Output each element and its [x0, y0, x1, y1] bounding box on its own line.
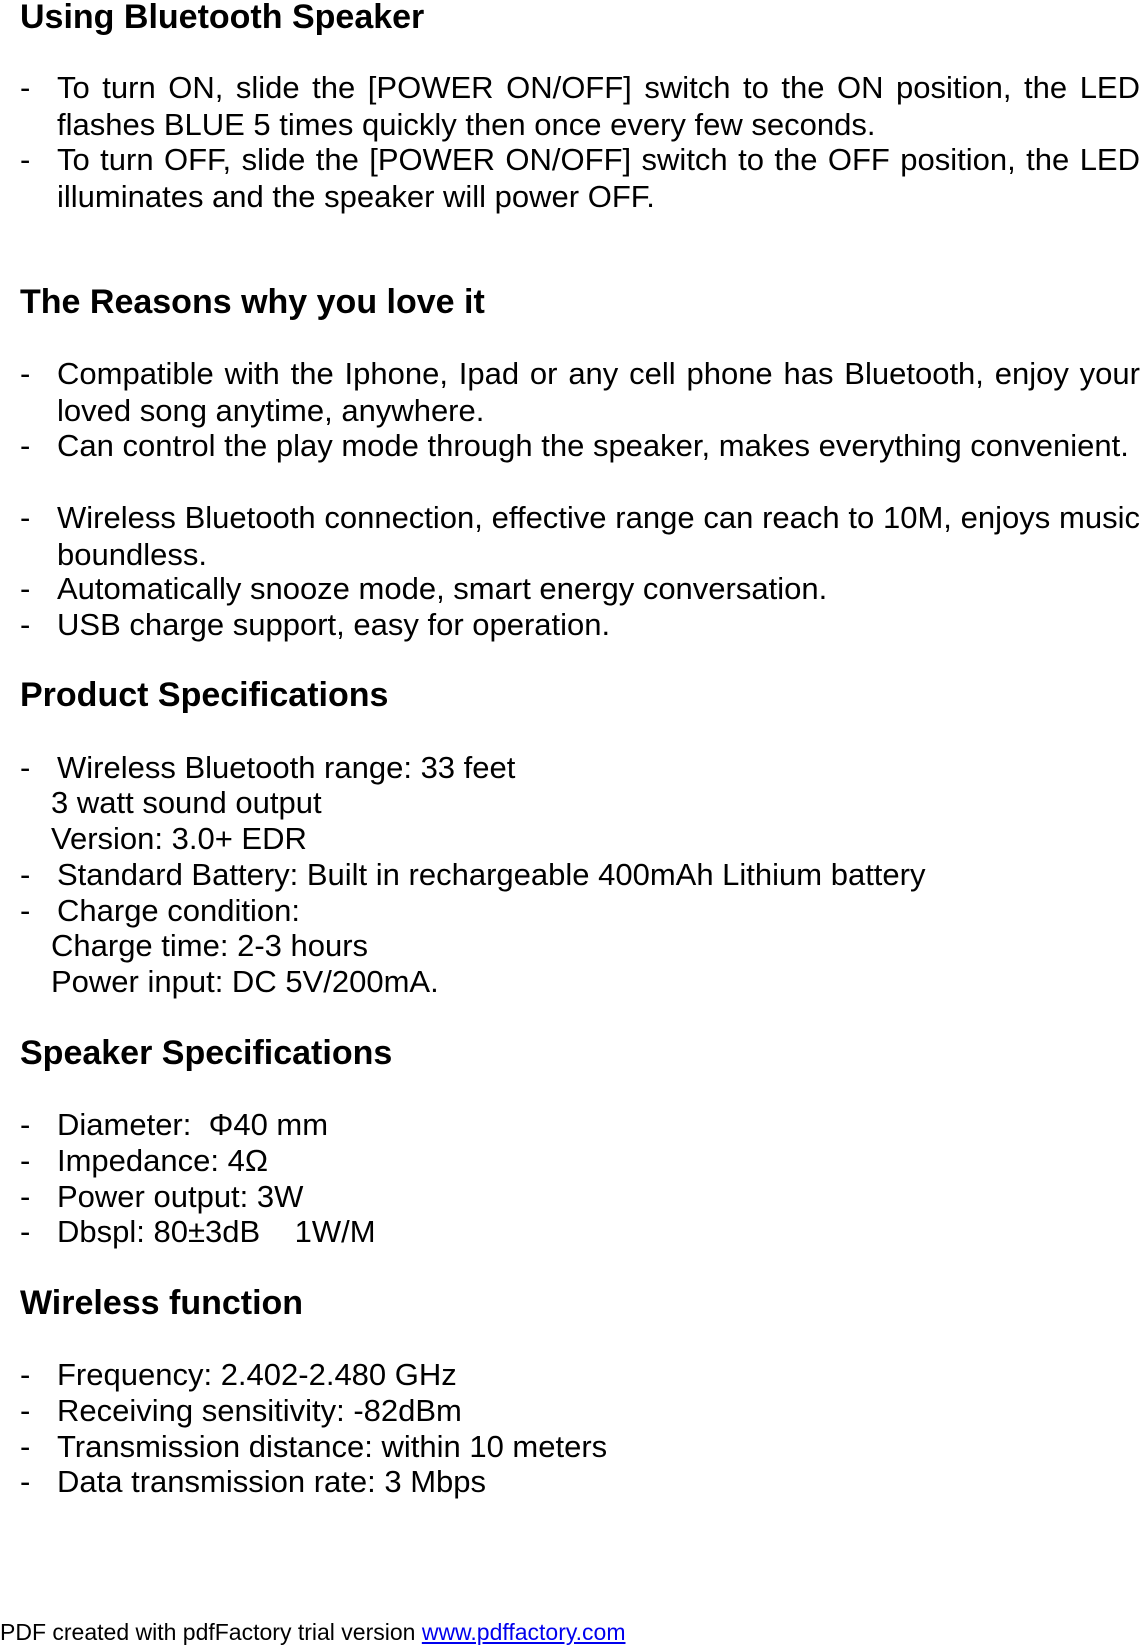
spec-sub-line: 3 watt sound output [51, 785, 322, 820]
list-item-text: Power output: 3W [57, 1179, 304, 1214]
list-item-text: Impedance: 4Ω [57, 1143, 269, 1178]
list-item-text: Transmission distance: within 10 meters [57, 1429, 608, 1464]
list-item-text: Wireless Bluetooth range: 33 feet [57, 750, 516, 785]
list-item [20, 1392, 1140, 1429]
bullet-dash: - [20, 1179, 31, 1214]
bullet-dash: - [20, 428, 31, 463]
list-item [20, 141, 1140, 215]
list-item [20, 69, 1140, 143]
list-item-text: Data transmission rate: 3 Mbps [57, 1464, 487, 1499]
list-item-text: Can control the play mode through the speaker, makes everything convenient. [57, 428, 1129, 463]
spec-sub-line: Version: 3.0+ EDR [51, 821, 307, 856]
list-item-text: Automatically snooze mode, smart energy conversation. [57, 571, 828, 606]
footer-text: PDF created with pdfFactory trial version [0, 1619, 422, 1645]
list-item [20, 1142, 1140, 1179]
list-item-text: Diameter: Φ40 mm [57, 1107, 329, 1142]
bullet-dash: - [20, 142, 31, 177]
heading-wireless-function: Wireless function [20, 1284, 304, 1322]
bullet-dash: - [20, 1214, 31, 1249]
list-item [20, 856, 1140, 893]
bullet-dash: - [20, 1107, 31, 1142]
bullet-dash: - [20, 607, 31, 642]
spec-sub-line: Charge time: 2-3 hours [51, 928, 369, 963]
list-item [20, 355, 1140, 429]
bullet-dash: - [20, 857, 31, 892]
bullet-dash: - [20, 356, 31, 391]
list-item [20, 1213, 1140, 1250]
list-item [20, 499, 1140, 573]
list-item [20, 1428, 1140, 1465]
list-item-text: To turn ON, slide the [POWER ON/OFF] switch to the ON position, the LED flashes BLUE 5 times quickly then once every few seconds. [57, 70, 1140, 142]
list-item [20, 427, 1140, 464]
heading-product-specifications: Product Specifications [20, 676, 389, 714]
list-item-text: Wireless Bluetooth connection, effective range can reach to 10M, enjoys music boundless. [57, 500, 1140, 572]
bullet-dash: - [20, 1429, 31, 1464]
heading-reasons: The Reasons why you love it [20, 283, 485, 321]
list-item [20, 1106, 1140, 1143]
heading-speaker-specifications: Speaker Specifications [20, 1034, 393, 1072]
list-item [20, 570, 1140, 607]
bullet-dash: - [20, 1143, 31, 1178]
bullet-dash: - [20, 1357, 31, 1392]
list-item-text: Charge condition: [57, 893, 300, 928]
spec-sub-line: Power input: DC 5V/200mA. [51, 964, 439, 999]
list-item-text: USB charge support, easy for operation. [57, 607, 611, 642]
list-item [20, 892, 1140, 929]
heading-using-bluetooth-speaker: Using Bluetooth Speaker [20, 0, 425, 36]
pdf-footer [0, 1618, 626, 1646]
bullet-dash: - [20, 750, 31, 785]
list-item-text: Receiving sensitivity: -82dBm [57, 1393, 462, 1428]
list-item-text: Frequency: 2.402-2.480 GHz [57, 1357, 457, 1392]
list-item-text: Dbspl: 80±3dB 1W/M [57, 1214, 376, 1249]
bullet-dash: - [20, 1464, 31, 1499]
bullet-dash: - [20, 1393, 31, 1428]
bullet-dash: - [20, 893, 31, 928]
list-item [20, 1178, 1140, 1215]
pdffactory-link[interactable]: www.pdffactory.com [421, 1619, 626, 1645]
list-item-text: Compatible with the Iphone, Ipad or any cell phone has Bluetooth, enjoy your loved song anytime, anywhere. [57, 356, 1140, 428]
list-item [20, 606, 1140, 643]
list-item-text: Standard Battery: Built in rechargeable 400mAh Lithium battery [57, 857, 926, 892]
bullet-dash: - [20, 571, 31, 606]
list-item [20, 1463, 1140, 1500]
bullet-dash: - [20, 70, 31, 105]
list-item [20, 1356, 1140, 1393]
bullet-dash: - [20, 500, 31, 535]
list-item-text: To turn OFF, slide the [POWER ON/OFF] switch to the OFF position, the LED illuminates and the speaker will power OFF. [57, 142, 1140, 214]
list-item [20, 749, 1140, 786]
